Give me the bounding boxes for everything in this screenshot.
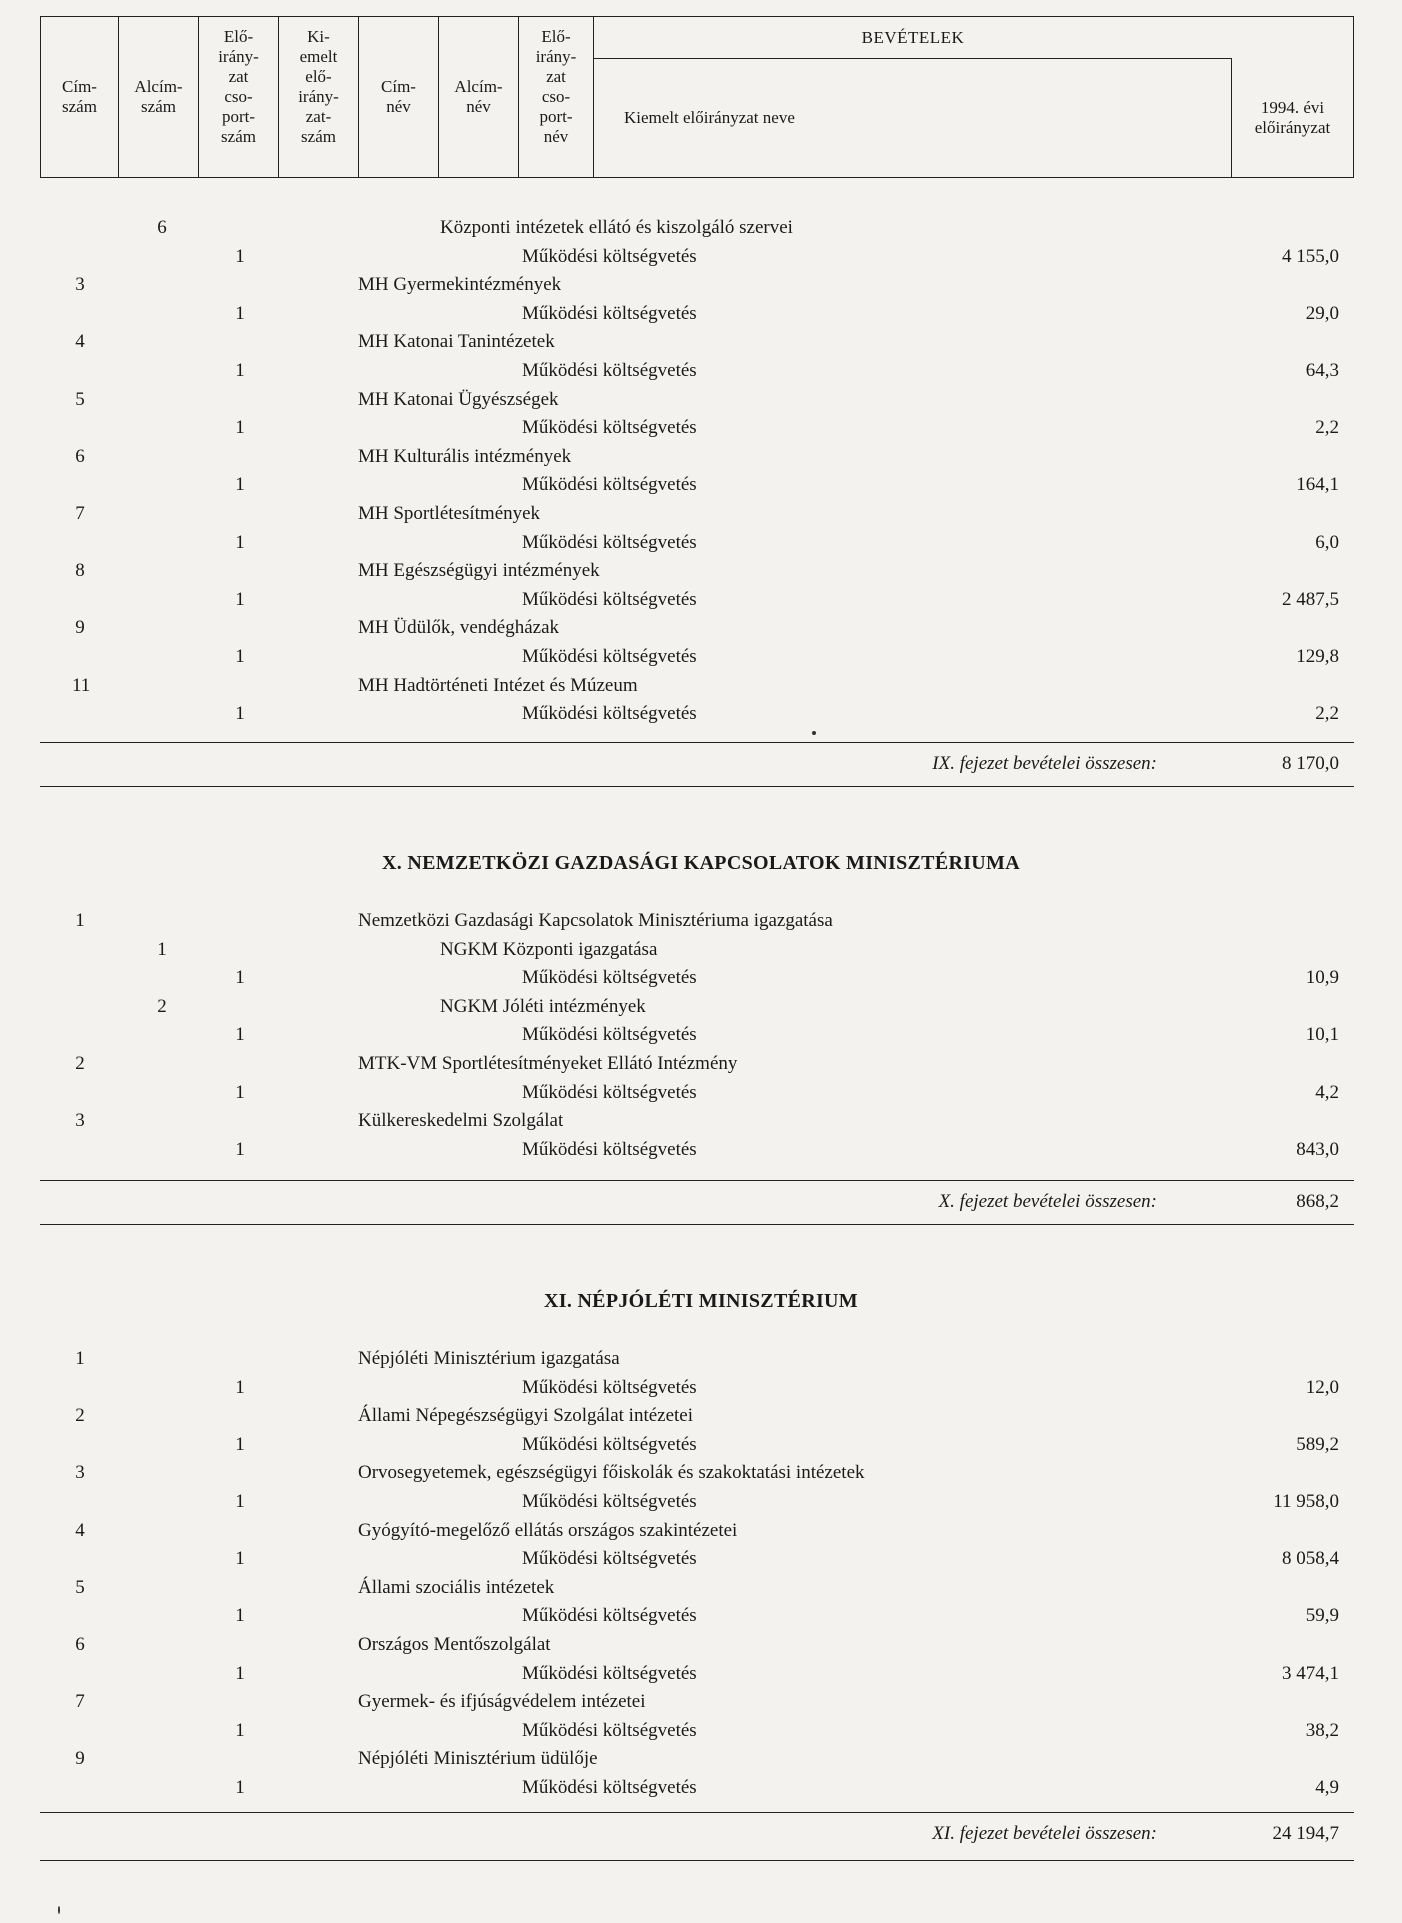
row-name: Működési költségvetés [522,967,697,989]
table-row [0,1021,1402,1049]
divider [40,786,1354,787]
eloiranyzat-amount: 12,0 [1305,1376,1339,1398]
row-name: Működési költségvetés [522,1491,697,1512]
row-name: Működési költségvetés [522,1605,697,1627]
header-eloiranyzat-csoport-szam: Elő- irány- zat cso- port- szám [199,17,279,177]
header-bevetelek: BEVÉTELEK [594,17,1232,59]
cim-szam: 1 [75,1348,85,1369]
table-row [0,386,1402,414]
table-row [0,1488,1402,1516]
eloiranyzat-amount: 129,8 [1296,646,1339,667]
cim-szam: 6 [75,1634,85,1655]
table-row [0,1136,1402,1164]
row-name: Működési költségvetés [522,245,697,267]
row-name: Működési költségvetés [522,1433,697,1455]
section-x-title: X. NEMZETKÖZI GAZDASÁGI KAPCSOLATOK MINISZTÉRIUMA [382,852,1020,874]
cim-szam: 7 [75,1691,85,1713]
eloiranyzat-csoport-szam: 1 [235,1605,245,1627]
table-row [0,414,1402,442]
eloiranyzat-amount: 2,2 [1315,417,1339,439]
table-row [0,500,1402,528]
eloiranyzat-amount: 8 058,4 [1282,1548,1339,1570]
cim-szam: 5 [75,388,85,410]
row-name: Működési költségvetés [522,646,697,667]
row-name: Működési költségvetés [522,531,697,553]
eloiranyzat-csoport-szam: 1 [235,360,245,381]
eloiranyzat-amount: 38,2 [1305,1719,1339,1741]
divider [40,1224,1354,1225]
row-name: Működési költségvetés [522,1376,697,1398]
row-name: Működési költségvetés [522,1662,697,1684]
row-name: MH Kulturális intézmények [358,445,572,467]
row-name: Működési költségvetés [522,474,697,496]
alcim-szam: 2 [157,995,167,1017]
cim-szam: 4 [75,1519,85,1541]
table-row [0,907,1402,935]
eloiranyzat-csoport-szam: 1 [235,1719,245,1741]
section-ix-total [0,748,1402,780]
table-row [0,993,1402,1021]
column-header-table [40,16,1354,178]
cim-szam: 11 [72,674,91,696]
eloiranyzat-csoport-szam: 1 [235,245,245,267]
table-row [0,443,1402,471]
table-row [0,1517,1402,1545]
section-xi-title: XI. NÉPJÓLÉTI MINISZTÉRIUM [544,1290,858,1312]
cim-szam: 3 [75,1462,85,1484]
row-name: MH Katonai Ügyészségek [358,388,559,410]
eloiranyzat-amount: 2,2 [1315,703,1339,725]
eloiranyzat-amount: 10,9 [1305,967,1339,989]
header-eloiranyzat-csoport-nev: Elő- irány- zat cso- port- név [519,17,594,177]
eloiranyzat-csoport-szam: 1 [235,474,245,496]
table-row [0,1774,1402,1802]
eloiranyzat-csoport-szam: 1 [235,417,245,439]
table-row [0,1602,1402,1630]
row-name: Működési költségvetés [522,1081,697,1103]
cim-szam: 9 [75,617,85,639]
cim-szam: 7 [75,503,85,524]
row-name: MH Katonai Tanintézetek [358,331,555,353]
total-value: 868,2 [1296,1191,1339,1212]
eloiranyzat-csoport-szam: 1 [235,1662,245,1684]
row-name: Országos Mentőszolgálat [358,1634,551,1655]
cim-szam: 6 [75,445,85,467]
row-name: MH Sportlétesítmények [358,503,541,524]
eloiranyzat-amount: 29,0 [1305,302,1339,324]
table-row [0,1345,1402,1373]
header-alcim-szam: Alcím- szám [119,17,199,177]
row-name: Működési költségvetés [522,302,697,324]
table-row [0,586,1402,614]
section-x-total [0,1186,1402,1218]
cim-szam: 8 [75,560,85,582]
cim-szam: 4 [75,331,85,353]
divider [40,1860,1354,1861]
row-name: Gyógyító-megelőző ellátás országos szakintézetei [358,1519,738,1541]
total-label: XI. fejezet bevételei összesen: [932,1823,1157,1844]
eloiranyzat-csoport-szam: 1 [235,1024,245,1046]
table-row [0,643,1402,671]
header-cim-nev: Cím- név [359,17,439,177]
cim-szam: 2 [75,1053,85,1074]
row-name: Működési költségvetés [522,1548,697,1570]
header-kiemelt-eloiranyzat-neve: Kiemelt előirányzat neve [594,59,1232,177]
table-row [0,1107,1402,1135]
row-name: Működési költségvetés [522,703,697,725]
cim-szam: 5 [75,1576,85,1598]
eloiranyzat-amount: 4 155,0 [1282,245,1339,267]
table-row [0,471,1402,499]
header-cim-szam: Cím- szám [41,17,119,177]
cim-szam: 3 [75,1110,85,1132]
row-name: Működési költségvetés [522,1138,697,1160]
eloiranyzat-csoport-szam: 1 [235,1376,245,1398]
row-name: MH Egészségügyi intézmények [358,560,600,582]
scan-speck [58,1906,60,1914]
eloiranyzat-csoport-szam: 1 [235,1433,245,1455]
row-name: Működési költségvetés [522,1024,697,1046]
eloiranyzat-csoport-szam: 1 [235,967,245,989]
table-row [0,357,1402,385]
row-name: Külkereskedelmi Szolgálat [358,1110,564,1132]
table-row [0,1717,1402,1745]
table-row [0,1574,1402,1602]
table-row [0,1374,1402,1402]
divider [40,1812,1354,1813]
row-name: Orvosegyetemek, egészségügyi főiskolák és szakoktatási intézetek [358,1462,865,1484]
row-name: Nemzetközi Gazdasági Kapcsolatok Minisztériuma igazgatása [358,910,833,931]
table-row [0,614,1402,642]
eloiranyzat-amount: 164,1 [1296,474,1339,496]
eloiranyzat-csoport-szam: 1 [235,1138,245,1160]
eloiranyzat-csoport-szam: 1 [235,302,245,324]
row-name: Központi intézetek ellátó és kiszolgáló szervei [440,217,793,238]
table-row [0,1545,1402,1573]
row-name: Működési költségvetés [522,417,697,439]
table-row [0,1079,1402,1107]
alcim-szam: 1 [157,938,167,960]
row-name: NGKM Jóléti intézmények [440,995,646,1017]
total-label: X. fejezet bevételei összesen: [938,1191,1157,1212]
row-name: MTK-VM Sportlétesítményeket Ellátó Intézmény [358,1053,738,1074]
row-name: Népjóléti Minisztérium üdülője [358,1748,598,1770]
eloiranyzat-amount: 64,3 [1305,360,1339,381]
eloiranyzat-csoport-szam: 1 [235,646,245,667]
cim-szam: 1 [75,910,85,931]
row-name: MH Hadtörténeti Intézet és Múzeum [358,674,638,696]
table-row [0,243,1402,271]
table-row [0,300,1402,328]
eloiranyzat-csoport-szam: 1 [235,588,245,610]
eloiranyzat-amount: 6,0 [1315,531,1339,553]
total-value: 24 194,7 [1272,1823,1339,1844]
table-row [0,1688,1402,1716]
cim-szam: 3 [75,274,85,296]
eloiranyzat-csoport-szam: 1 [235,1081,245,1103]
table-row [0,1660,1402,1688]
table-row [0,700,1402,728]
table-row [0,936,1402,964]
row-name: NGKM Központi igazgatása [440,938,658,960]
header-alcim-nev: Alcím- név [439,17,519,177]
table-row [0,214,1402,242]
eloiranyzat-csoport-szam: 1 [235,531,245,553]
row-name: Működési költségvetés [522,1777,697,1798]
row-name: Működési költségvetés [522,1719,697,1741]
eloiranyzat-csoport-szam: 1 [235,1548,245,1570]
eloiranyzat-amount: 3 474,1 [1282,1662,1339,1684]
row-name: MH Üdülők, vendégházak [358,617,560,639]
table-row [0,1631,1402,1659]
eloiranyzat-amount: 589,2 [1296,1433,1339,1455]
eloiranyzat-csoport-szam: 1 [235,1777,245,1798]
alcim-szam: 6 [157,217,167,238]
total-value: 8 170,0 [1282,753,1339,774]
divider [40,1180,1354,1181]
total-label: IX. fejezet bevételei összesen: [932,753,1157,774]
row-name: Állami Népegészségügyi Szolgálat intézetei [358,1405,694,1427]
cim-szam: 2 [75,1405,85,1427]
eloiranyzat-amount: 843,0 [1296,1138,1339,1160]
eloiranyzat-amount: 11 958,0 [1273,1491,1339,1512]
header-1994-evi-eloiranyzat: 1994. évi előirányzat [1254,98,1331,137]
table-row [0,964,1402,992]
section-xi-total [0,1818,1402,1850]
row-name: MH Gyermekintézmények [358,274,562,296]
eloiranyzat-amount: 4,9 [1315,1777,1339,1798]
cim-szam: 9 [75,1748,85,1770]
row-name: Állami szociális intézetek [358,1576,555,1598]
eloiranyzat-amount: 59,9 [1305,1605,1339,1627]
row-name: Népjóléti Minisztérium igazgatása [358,1348,620,1369]
row-name: Működési költségvetés [522,360,697,381]
table-row [0,271,1402,299]
divider [40,742,1354,743]
table-row [0,672,1402,700]
eloiranyzat-amount: 10,1 [1305,1024,1339,1046]
table-row [0,1431,1402,1459]
table-row [0,1050,1402,1078]
row-name: Működési költségvetés [522,588,697,610]
eloiranyzat-csoport-szam: 1 [235,1491,245,1512]
table-row [0,1459,1402,1487]
eloiranyzat-amount: 2 487,5 [1282,588,1339,610]
table-row [0,328,1402,356]
table-row [0,1402,1402,1430]
row-name: Gyermek- és ifjúságvédelem intézetei [358,1691,646,1713]
scan-speck [812,731,816,735]
table-row [0,1745,1402,1773]
table-row [0,529,1402,557]
header-kiemelt-eloiranyzat-szam: Ki- emelt elő- irány- zat- szám [279,17,359,177]
table-row [0,557,1402,585]
eloiranyzat-csoport-szam: 1 [235,703,245,725]
eloiranyzat-amount: 4,2 [1315,1081,1339,1103]
